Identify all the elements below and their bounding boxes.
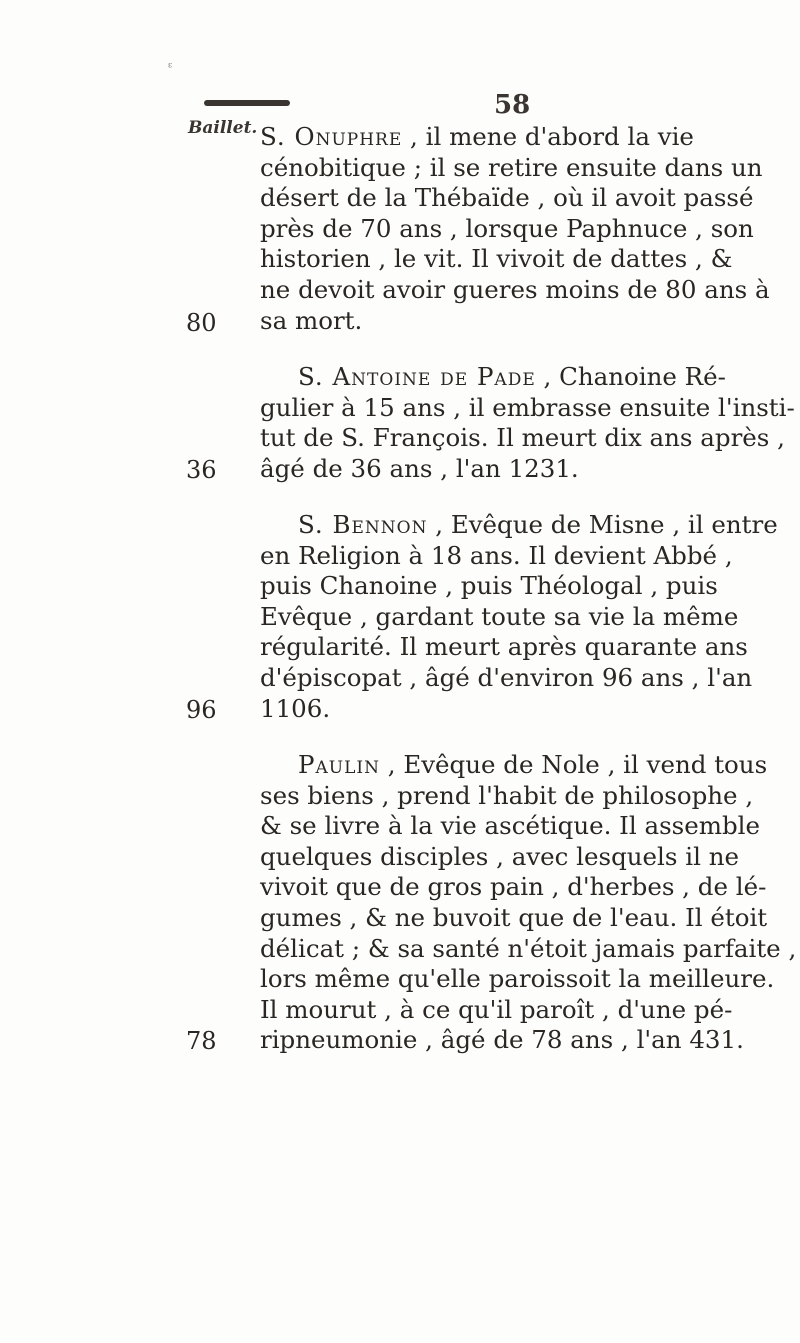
- entry-line: & se livre à la vie ascétique. Il assemble: [260, 811, 760, 841]
- entry-line: cénobitique ; il se retire ensuite dans un: [260, 152, 763, 182]
- corner-mark: ᵋ: [168, 60, 173, 76]
- entry-line: quelques disciples , avec lesquels il ne: [260, 841, 739, 871]
- entry-line: en Religion à 18 ans. Il devient Abbé ,: [260, 540, 733, 570]
- margin-age-note: 96: [186, 696, 217, 724]
- entry-line: âgé de 36 ans , l'an 1231.: [260, 453, 579, 483]
- entry-paulin: [260, 750, 797, 1056]
- entry-line: , Evêque de Nole , il vend tous: [379, 750, 768, 779]
- entry-line: ses biens , prend l'habit de philosophe ,: [260, 780, 754, 810]
- margin-age-note: 80: [186, 309, 217, 337]
- entry-title: S. Antoine de Pade: [298, 362, 536, 391]
- page-number: 58: [494, 90, 531, 120]
- entry-line: puis Chanoine , puis Théologal , puis: [260, 571, 718, 601]
- entry-line: sa mort.: [260, 305, 363, 335]
- entry-title: S. Bennon: [298, 510, 428, 539]
- entry-line: ripneumonie , âgé de 78 ans , l'an 431.: [260, 1025, 744, 1055]
- entry-line: près de 70 ans , lorsque Paphnuce , son: [260, 213, 754, 243]
- entry-line: ne devoit avoir gueres moins de 80 ans à: [260, 274, 770, 304]
- entry-antoine-de-pade: [260, 362, 795, 484]
- entry-line: gulier à 15 ans , il embrasse ensuite l'insti-: [260, 392, 795, 422]
- entry-line: 1106.: [260, 693, 331, 723]
- entry-line: vivoit que de gros pain , d'herbes , de lé-: [260, 872, 767, 902]
- running-head: Baillet.: [188, 118, 258, 138]
- entry-line: lors même qu'elle paroissoit la meilleure.: [260, 964, 775, 994]
- entry-line: d'épiscopat , âgé d'environ 96 ans , l'an: [260, 662, 753, 692]
- margin-age-note: 36: [186, 456, 217, 484]
- entry-title: Paulin: [298, 750, 380, 779]
- entry-line: tut de S. François. Il meurt dix ans après ,: [260, 423, 785, 453]
- margin-age-note: 78: [186, 1027, 217, 1055]
- entry-line: , Evêque de Misne , il entre: [427, 510, 778, 539]
- entry-onuphre: [260, 122, 780, 336]
- entry-line: Il mourut , à ce qu'il paroît , d'une pé-: [260, 994, 733, 1024]
- entry-line: Evêque , gardant toute sa vie la même: [260, 601, 739, 631]
- entry-line: gumes , & ne buvoit que de l'eau. Il étoit: [260, 902, 768, 932]
- entry-title: S. Onuphre: [260, 122, 403, 151]
- entry-line: régularité. Il meurt après quarante ans: [260, 632, 748, 662]
- entry-line: désert de la Thébaïde , où il avoit passé: [260, 183, 754, 213]
- entry-line: , Chanoine Ré-: [535, 362, 726, 391]
- entry-line: historien , le vit. Il vivoit de dattes , &: [260, 244, 733, 274]
- entry-line: délicat ; & sa santé n'étoit jamais parfaite ,: [260, 933, 797, 963]
- ink-bar-decoration: [204, 100, 290, 106]
- entry-bennon: [260, 510, 780, 724]
- entry-line: , il mene d'abord la vie: [402, 122, 694, 151]
